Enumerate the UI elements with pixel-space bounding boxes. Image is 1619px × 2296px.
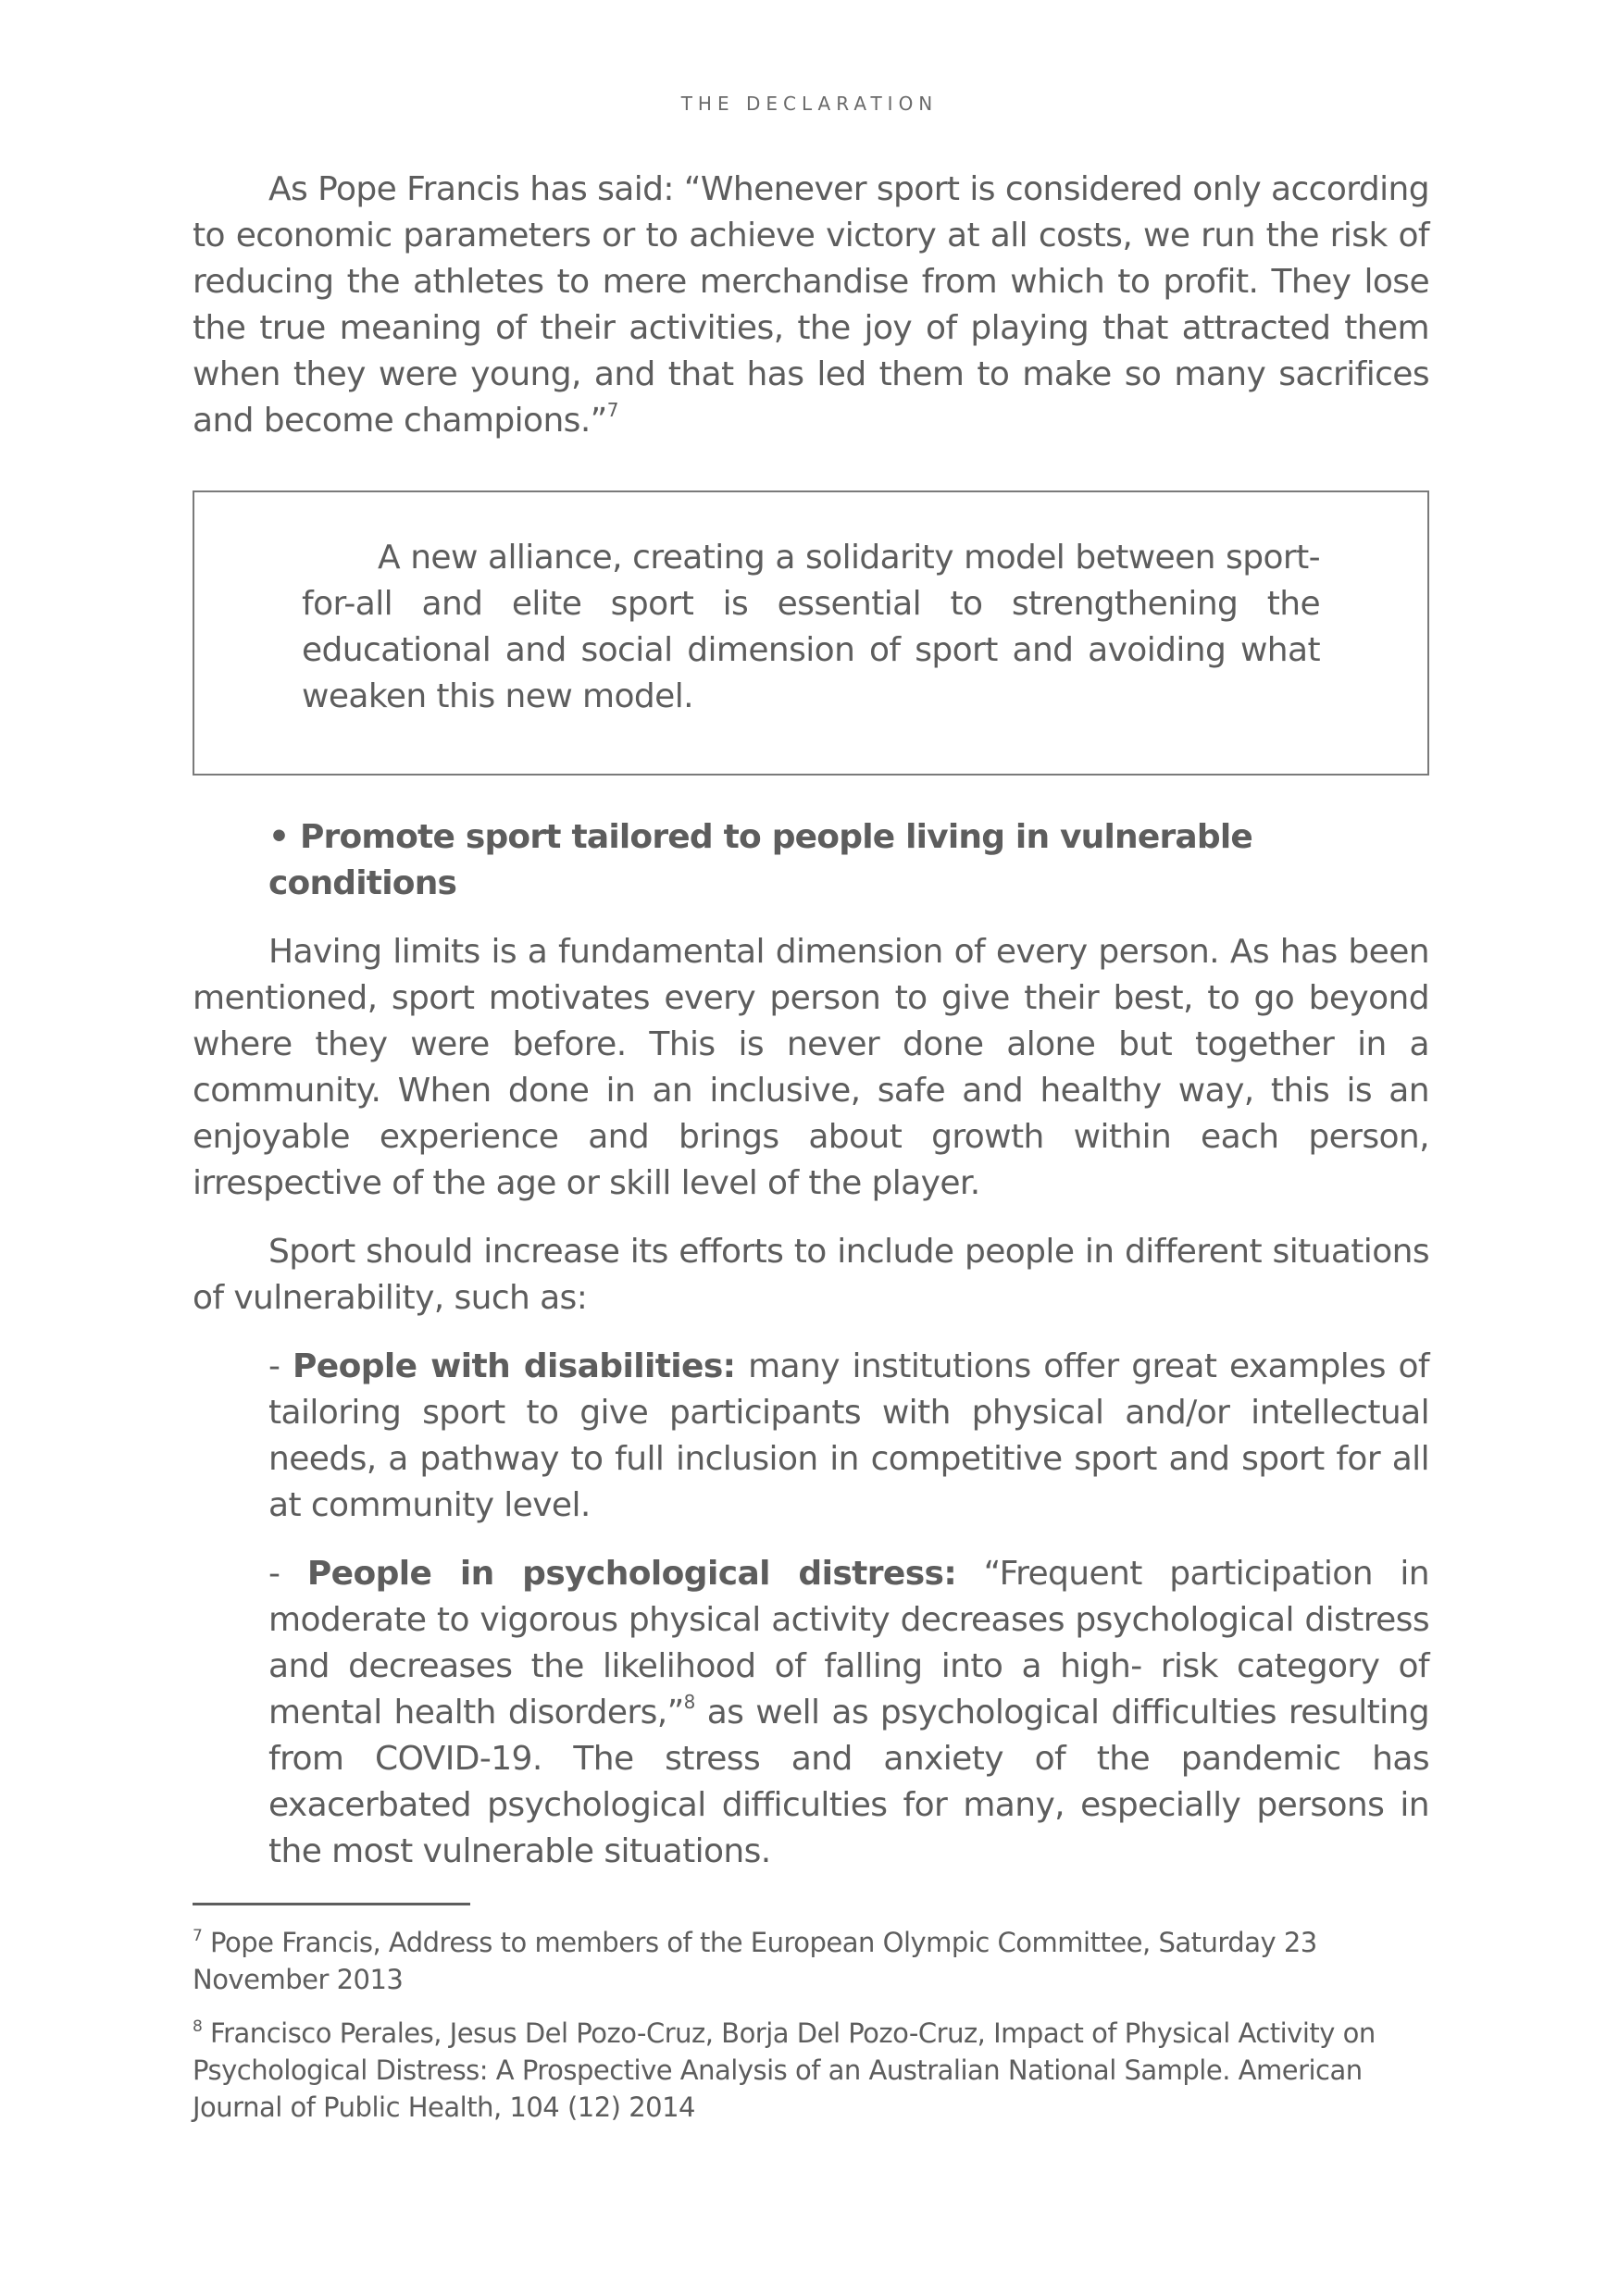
list-item-disabilities — [268, 1344, 1429, 1529]
running-header: THE DECLARATION — [680, 93, 939, 115]
footnotes — [193, 1903, 1429, 2142]
footnote-ref-7[interactable]: 7 — [606, 399, 618, 421]
list-item-prefix: - — [268, 1347, 293, 1385]
page-body — [193, 167, 1429, 1875]
intro-text: As Pope Francis has said: “Whenever sport is considered only according to economic parameters or to achieve victory at all costs, we run the risk of reducing the athletes to mere merchandise from which to profit. They lose the true meaning of their activities, the joy of playing that attracted them when they were young, and that has led them to make so many sacrifices and become champions.” — [193, 170, 1429, 440]
footnote-number: 7 — [193, 1927, 203, 1945]
list-item-text-continued: as well as psychological difficulties resulting from COVID-19. The stress and anxiety of the pandemic has exacerbated psychological difficulties for many, especially persons in the most vulnerable situations. — [268, 1694, 1429, 1870]
list-item-label: People in psychological distress: — [306, 1555, 957, 1593]
callout-box — [193, 490, 1429, 776]
list-item-label: People with disabilities: — [293, 1347, 736, 1385]
intro-paragraph — [193, 167, 1429, 444]
body-paragraph-limits: Having limits is a fundamental dimension of every person. As has been mentioned, sport motivates every person to give their best, to go beyond where they were before. This is never done alone but together in a community. When done in an inclusive, safe and healthy way, this is an enjoyable experience and brings about growth within each person, irrespective of the age or skill level of the player. — [193, 933, 1429, 1202]
footnote-ref-8[interactable]: 8 — [683, 1691, 695, 1713]
section-heading: • Promote sport tailored to people living in vulnerable conditions — [268, 818, 1253, 902]
list-item-text: many institutions offer great examples of tailoring sport to give participants with physical and/or intellectual needs, a pathway to full inclusion in competitive sport and sport for all at community level. — [268, 1347, 1429, 1524]
callout-text: A new alliance, creating a solidarity model between sport-for-all and elite sport is essential to strengthening the educational and social dimension of sport and avoiding what weaken this new model. — [302, 539, 1320, 715]
footnote-divider — [193, 1903, 470, 1905]
list-item-prefix: - — [268, 1555, 307, 1593]
footnote-8 — [193, 2015, 1429, 2126]
list-item-psychological — [268, 1551, 1429, 1875]
footnote-text: Francisco Perales, Jesus Del Pozo-Cruz, Borja Del Pozo-Cruz, Impact of Physical Activity on Psychological Distress: A Prospective Analysis of an Australian National Sample. American Journal of Public Health, 104 (12) 2014 — [193, 2017, 1376, 2123]
footnote-text: Pope Francis, Address to members of the European Olympic Committee, Saturday 23 November 2013 — [193, 1927, 1317, 1995]
list-item-text: “Frequent participation in moderate to vigorous physical activity decreases psychological distress and decreases the likelihood of falling into a high- risk category of mental health disorders,” — [268, 1555, 1429, 1731]
footnote-7 — [193, 1924, 1429, 1998]
footnote-number: 8 — [193, 2017, 203, 2036]
body-paragraph-vulnerability: Sport should increase its efforts to include people in different situations of vulnerability, such as: — [193, 1233, 1429, 1317]
